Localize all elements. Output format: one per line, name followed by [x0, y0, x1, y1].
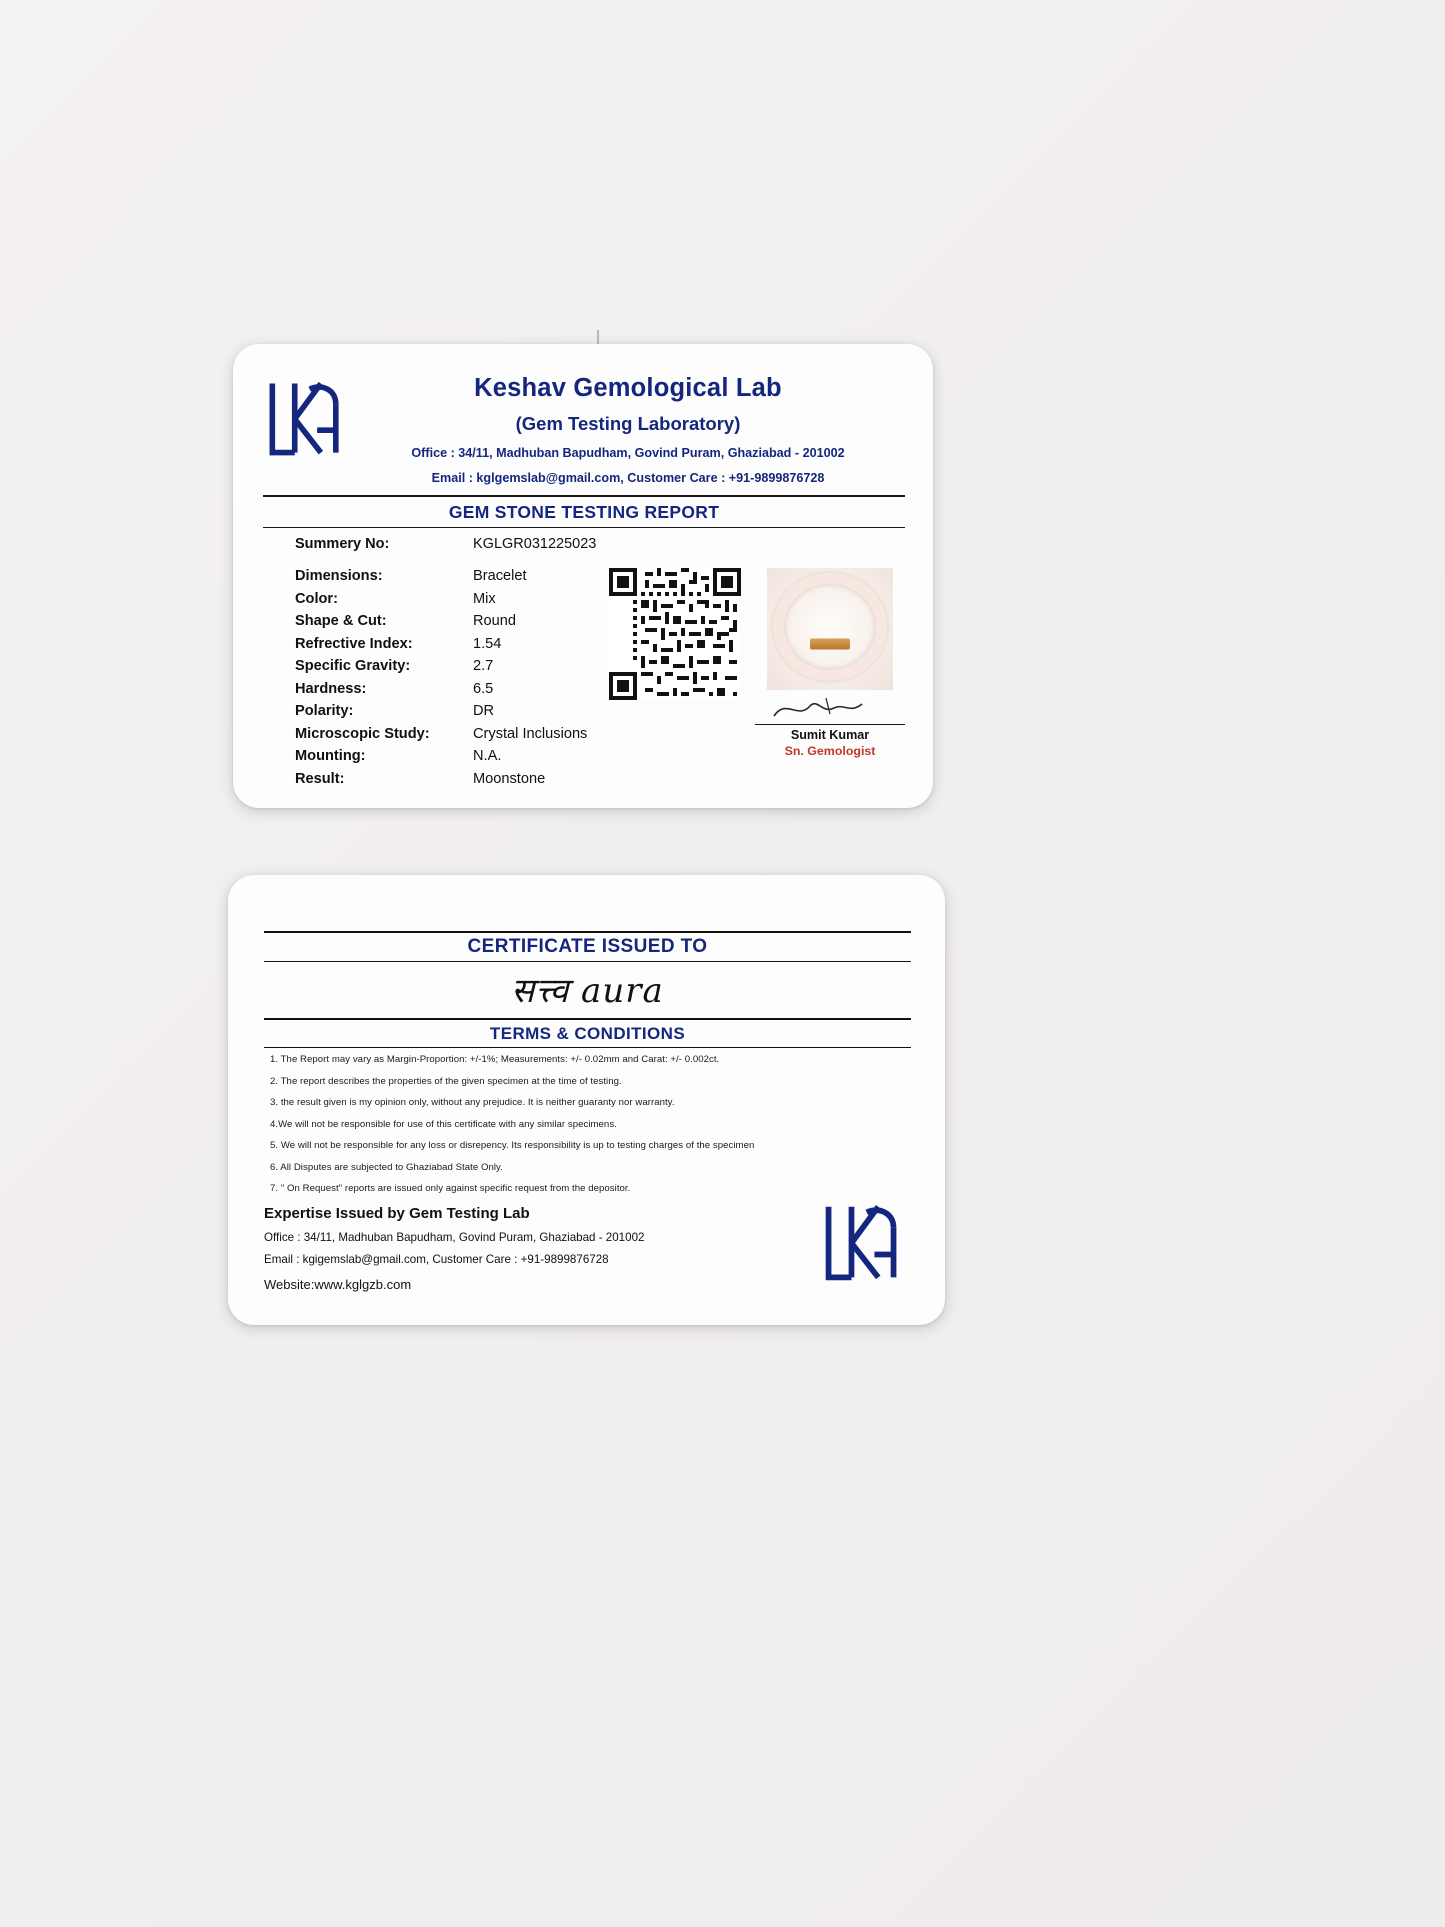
gemstone-photo	[767, 568, 893, 690]
spec-value: Round	[473, 613, 517, 630]
bracelet-clasp	[810, 638, 850, 649]
spec-key: Specific Gravity:	[295, 658, 411, 675]
list-item: 7. " On Request" reports are issued only against specific request from the depositor.	[270, 1183, 631, 1194]
spec-value: DR	[473, 703, 495, 720]
report-title: GEM STONE TESTING REPORT	[448, 502, 720, 523]
table-row	[295, 613, 605, 629]
spec-key: Hardness:	[295, 680, 367, 697]
certificate-issued-to-title: CERTIFICATE ISSUED TO	[467, 936, 708, 957]
brand-header	[263, 366, 905, 489]
back-website: Website:www.kglgzb.com	[264, 1276, 412, 1292]
list-item: 2. The report describes the properties of the given specimen at the time of testing.	[270, 1075, 622, 1087]
qr-code-icon	[609, 568, 741, 700]
table-row	[295, 748, 605, 764]
back-office-address: Office : 34/11, Madhuban Bapudham, Govind Puram, Ghaziabad - 201002	[264, 1230, 645, 1244]
spec-value: Crystal Inclusions	[473, 725, 588, 742]
spec-value: Moonstone	[473, 770, 546, 787]
summary-value: KGLGR031225023	[473, 536, 597, 553]
signer-role: Sn. Gemologist	[784, 744, 876, 759]
spec-value: N.A.	[473, 748, 502, 765]
certificate-holder-name: सत्त्व aura	[511, 971, 664, 1011]
kg-monogram-logo-icon	[819, 1199, 905, 1287]
terms-and-conditions-title: TERMS & CONDITIONS	[489, 1024, 686, 1043]
table-row	[295, 703, 605, 719]
bracelet-bead-ring	[773, 573, 887, 681]
spec-key: Color:	[295, 590, 338, 607]
lab-office-address: Office : 34/11, Madhuban Bapudham, Govind Puram, Ghaziabad - 201002	[411, 446, 845, 461]
lab-subtitle: (Gem Testing Laboratory)	[515, 413, 741, 435]
table-row	[295, 726, 605, 742]
table-row	[295, 568, 605, 584]
certificate-front-card	[233, 344, 933, 808]
spec-value: 1.54	[473, 635, 502, 652]
lab-name: Keshav Gemological Lab	[474, 374, 782, 402]
expertise-issued-by: Expertise Issued by Gem Testing Lab	[264, 1204, 530, 1222]
spec-value: 6.5	[473, 680, 494, 697]
spec-key: Shape & Cut:	[295, 613, 387, 630]
handwritten-signature-icon	[755, 694, 905, 724]
spec-key: Polarity:	[295, 703, 354, 720]
table-row	[295, 681, 605, 697]
table-row	[295, 658, 605, 674]
list-item: 1. The Report may vary as Margin-Proportion: +/-1%; Measurements: +/- 0.02mm and Carat: +/- 0.002ct.	[270, 1054, 720, 1065]
signer-name: Sumit Kumar	[755, 724, 905, 742]
lab-email-contact: Email : kglgemslab@gmail.com, Customer Care : +91-9899876728	[431, 471, 825, 486]
back-email-contact: Email : kgigemslab@gmail.com, Customer Care : +91-9899876728	[264, 1252, 609, 1266]
kg-monogram-logo-icon	[263, 366, 347, 462]
spec-key: Result:	[295, 770, 345, 787]
spec-key: Mounting:	[295, 748, 366, 765]
gem-spec-table	[295, 568, 605, 793]
list-item: 4.We will not be responsible for use of this certificate with any similar specimens.	[270, 1118, 617, 1130]
list-item: 5. We will not be responsible for any loss or disrepency. Its responsibility is up to testing charges of the specimen	[270, 1140, 755, 1151]
summary-number-row	[263, 528, 905, 558]
table-row	[295, 636, 605, 652]
table-row	[295, 591, 605, 607]
spec-value: Mix	[473, 590, 496, 607]
spec-value: Bracelet	[473, 568, 527, 585]
spec-key: Dimensions:	[295, 568, 383, 585]
summary-label: Summery No:	[295, 536, 390, 553]
table-row	[295, 771, 605, 787]
spec-value: 2.7	[473, 658, 494, 675]
spec-key: Microscopic Study:	[295, 725, 430, 742]
signature-block	[755, 694, 905, 758]
spec-key: Refrective Index:	[295, 635, 413, 652]
list-item: 6. All Disputes are subjected to Ghaziabad State Only.	[270, 1161, 503, 1173]
list-item: 3. the result given is my opinion only, without any prejudice. It is neither guaranty nor warranty.	[270, 1097, 675, 1108]
terms-list	[264, 1048, 911, 1194]
certificate-back-card	[228, 875, 945, 1325]
